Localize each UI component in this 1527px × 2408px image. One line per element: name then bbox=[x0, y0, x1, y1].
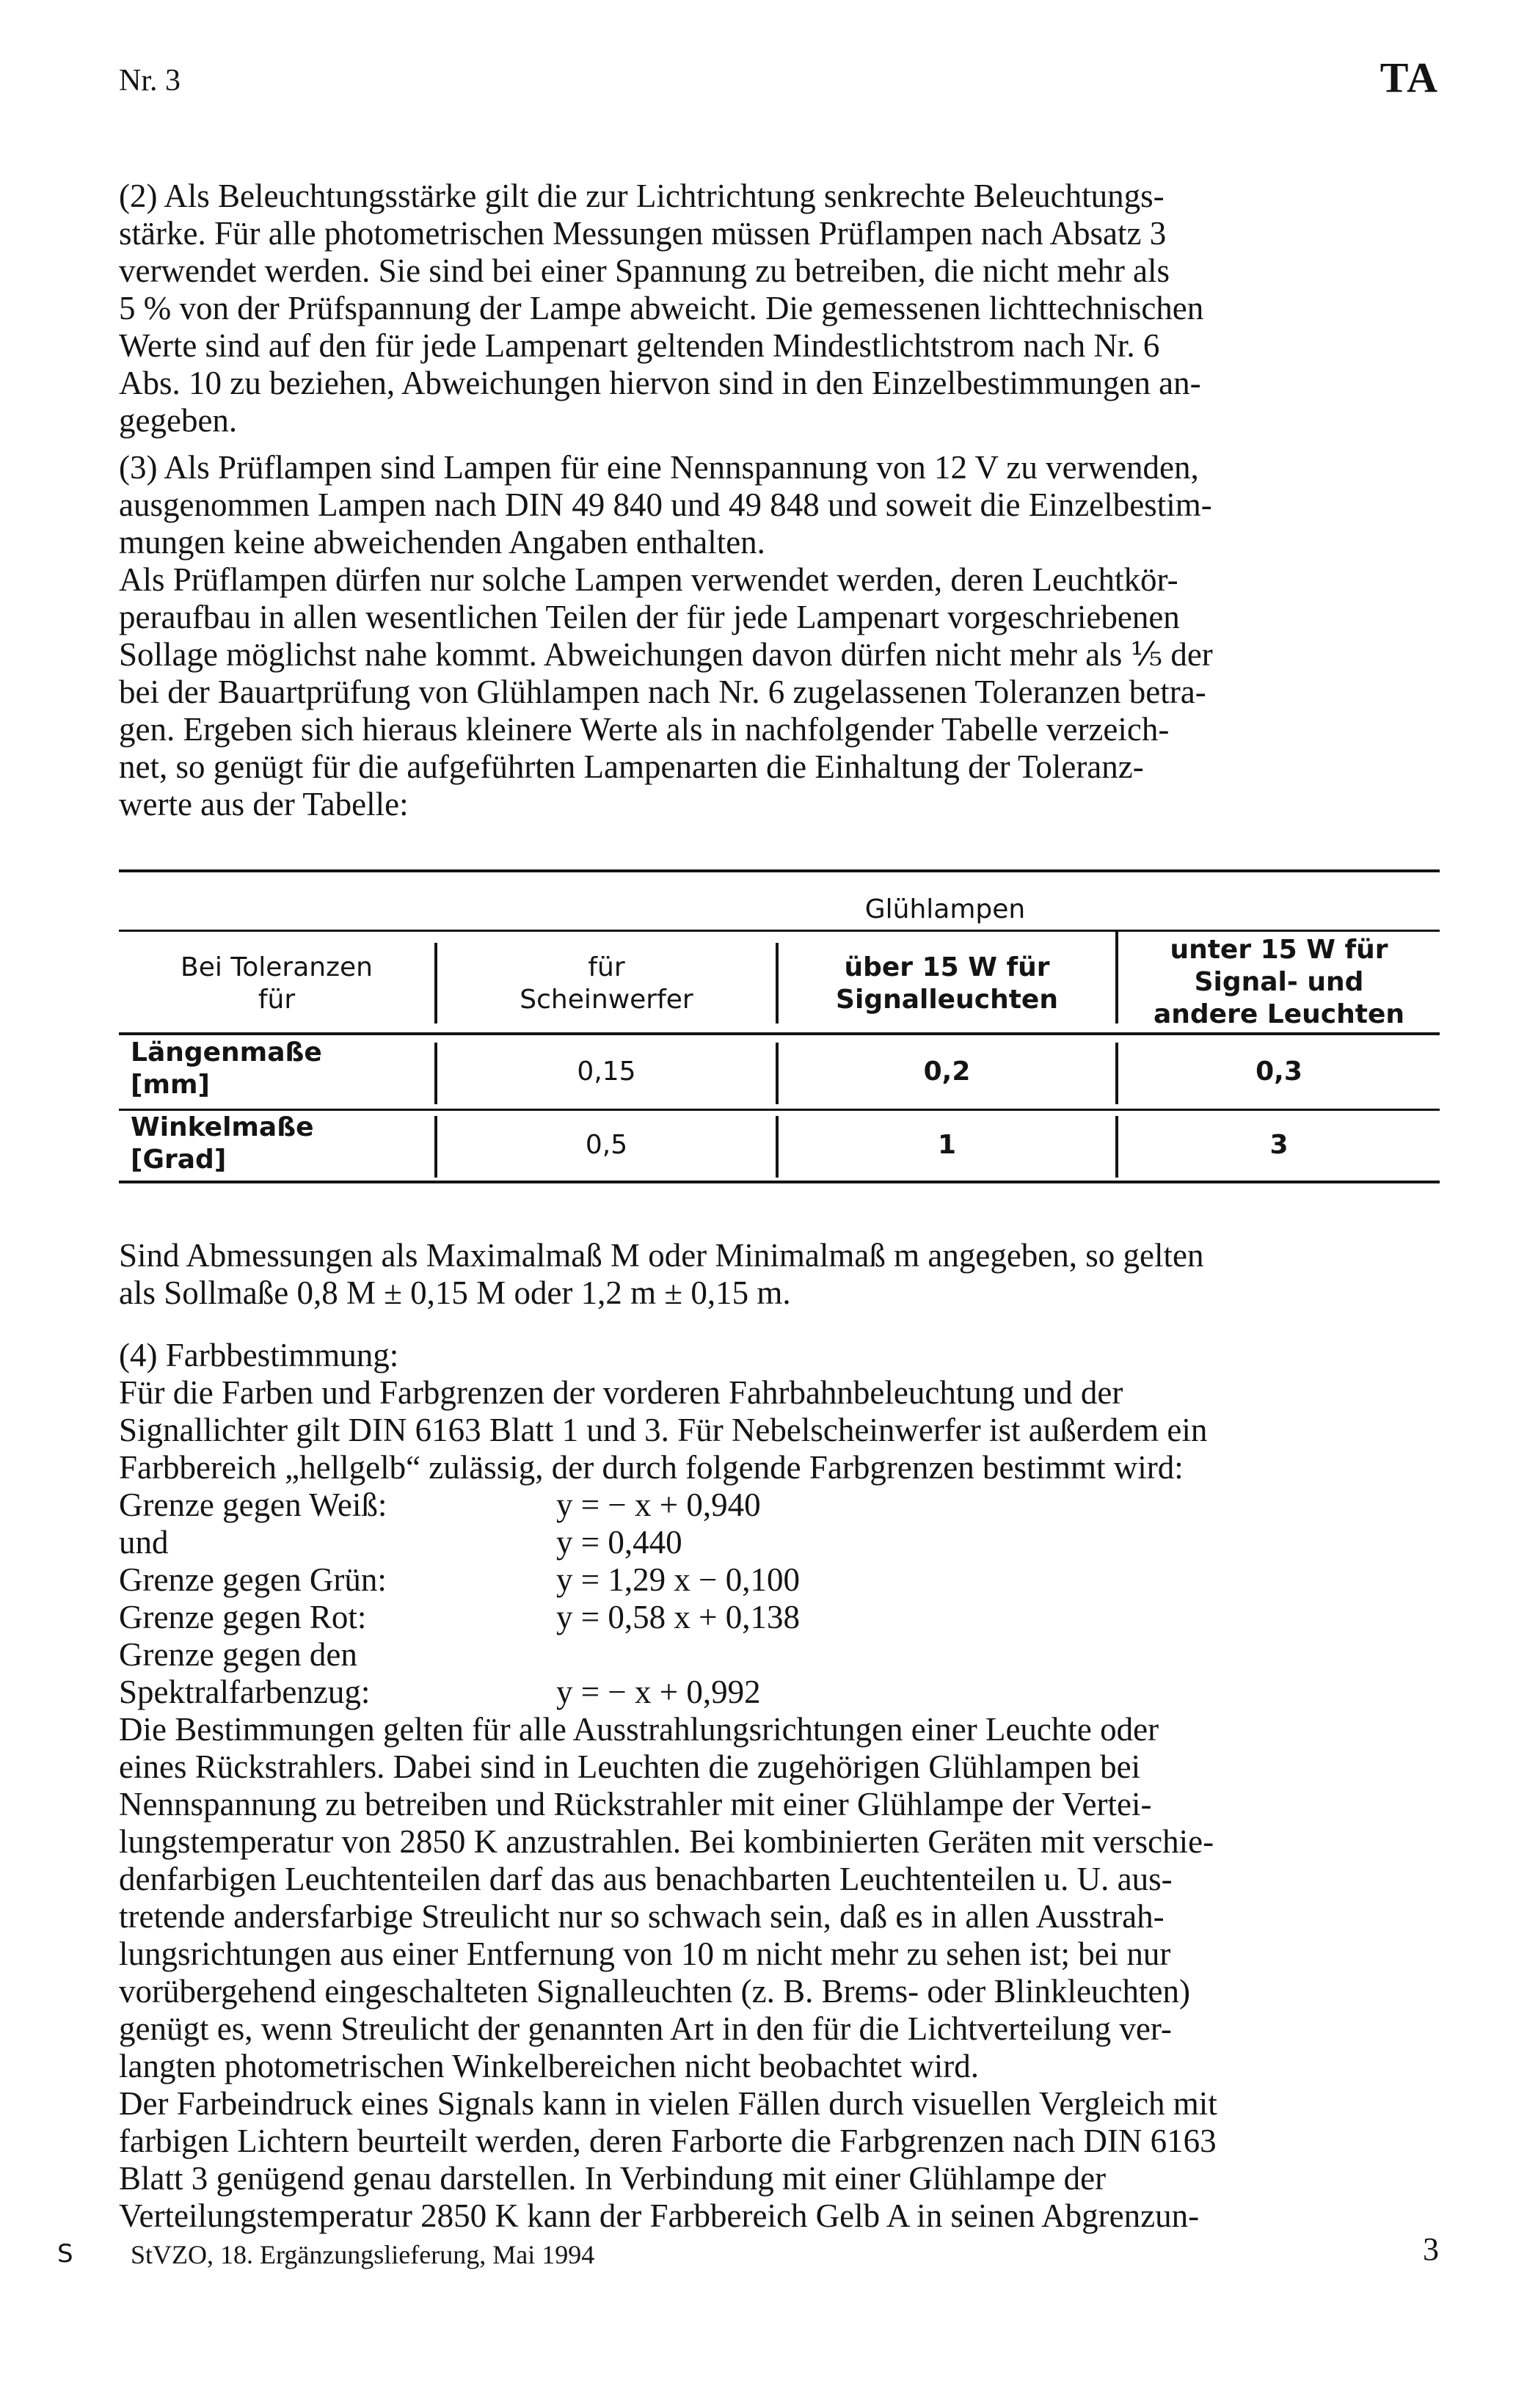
text-line: Werte sind auf den für jede Lampenart geltenden Mindestlichtstrom nach Nr. 6 bbox=[119, 327, 1160, 364]
row-label-line: [mm] bbox=[131, 1070, 210, 1100]
table-top-rule bbox=[119, 869, 1440, 872]
formula-label: und bbox=[119, 1524, 169, 1561]
text-line: 5 % von der Prüfspannung der Lampe abweicht. Die gemessenen lichttechnischen bbox=[119, 290, 1204, 326]
text-line: Sollage möglichst nahe kommt. Abweichungen davon dürfen nicht mehr als ⅕ der bbox=[119, 636, 1213, 673]
footer-marker: S bbox=[57, 2239, 73, 2269]
page-number: 3 bbox=[1423, 2231, 1439, 2267]
paragraph-2 bbox=[119, 178, 1440, 439]
text-line: Farbbereich „hellgelb“ zulässig, der durch folgende Farbgrenzen bestimmt wird: bbox=[119, 1449, 1184, 1486]
text-line: (4) Farbbestimmung: bbox=[119, 1337, 399, 1373]
text-line: vorübergehend eingeschalteten Signalleuchten (z. B. Brems- oder Blinkleuchten) bbox=[119, 1973, 1190, 2010]
text-line: lungstemperatur von 2850 K anzustrahlen. Bei kombinierten Geräten mit verschie- bbox=[119, 1823, 1214, 1860]
paragraph-5 bbox=[119, 1711, 1440, 2235]
formula-equation: y = 0,440 bbox=[556, 1524, 682, 1561]
footer-source: StVZO, 18. Ergänzungslieferung, Mai 1994 bbox=[131, 2240, 595, 2269]
formula-equation: y = 0,58 x + 0,138 bbox=[556, 1599, 801, 1635]
formula-label: Grenze gegen Rot: bbox=[119, 1599, 367, 1635]
text-line: tretende andersfarbige Streulicht nur so schwach sein, daß es in allen Ausstrah- bbox=[119, 1898, 1165, 1935]
text-line: denfarbigen Leuchtenteilen darf das aus benachbarten Leuchtenteilen u. U. aus- bbox=[119, 1861, 1173, 1897]
column-header-line: über 15 W für bbox=[844, 952, 1050, 982]
row-header-line: Bei Toleranzen bbox=[181, 952, 373, 982]
text-line: Sind Abmessungen als Maximalmaß M oder Minimalmaß m angegeben, so gelten bbox=[119, 1237, 1204, 1274]
formula-label: Grenze gegen den bbox=[119, 1636, 357, 1673]
text-line: verwendet werden. Sie sind bei einer Spannung zu betreiben, die nicht mehr als bbox=[119, 252, 1170, 289]
text-line: Signallichter gilt DIN 6163 Blatt 1 und 3. Für Nebelscheinwerfer ist außerdem ein bbox=[119, 1412, 1208, 1448]
text-line: Nennspannung zu betreiben und Rückstrahler mit einer Glühlampe der Vertei- bbox=[119, 1786, 1152, 1823]
row-label-laengenmasse bbox=[119, 1037, 434, 1107]
text-line: Blatt 3 genügend genau darstellen. In Verbindung mit einer Glühlampe der bbox=[119, 2160, 1107, 2197]
row-header-cell bbox=[119, 943, 434, 1025]
row-label-line: [Grad] bbox=[131, 1145, 227, 1175]
text-line: gen. Ergeben sich hieraus kleinere Werte als in nachfolgender Tabelle verzeich- bbox=[119, 711, 1170, 748]
text-line: eines Rückstrahlers. Dabei sind in Leuchten die zugehörigen Glühlampen bei bbox=[119, 1748, 1141, 1785]
color-limit-formulas bbox=[119, 1486, 1440, 1711]
formula-equation: y = 1,29 x − 0,100 bbox=[556, 1561, 801, 1598]
formula-equation: y = − x + 0,992 bbox=[556, 1674, 761, 1710]
column-header-scheinwerfer bbox=[437, 943, 776, 1025]
table-bottom-rule bbox=[119, 1181, 1440, 1183]
paragraph-4 bbox=[119, 1337, 1440, 1486]
text-line: Als Prüflampen dürfen nur solche Lampen verwendet werden, deren Leuchtkör- bbox=[119, 561, 1178, 598]
table-cell: 0,3 bbox=[1256, 1057, 1302, 1087]
column-header-line: Signalleuchten bbox=[836, 985, 1058, 1015]
text-line: farbigen Lichtern beurteilt werden, deren Farborte die Farbgrenzen nach DIN 6163 bbox=[119, 2123, 1217, 2159]
formula-equation: y = − x + 0,940 bbox=[556, 1486, 761, 1523]
text-line: Verteilungstemperatur 2850 K kann der Farbbereich Gelb A in seinen Abgrenzun- bbox=[119, 2197, 1200, 2234]
column-header-line: unter 15 W für bbox=[1170, 935, 1388, 965]
row-label-line: Winkelmaße bbox=[131, 1112, 314, 1142]
table-cell: 0,2 bbox=[923, 1057, 971, 1087]
table-cell: 1 bbox=[937, 1130, 957, 1160]
table-cell: 0,5 bbox=[585, 1130, 628, 1160]
column-header-line: Scheinwerfer bbox=[520, 985, 693, 1015]
row-label-winkelmasse bbox=[119, 1112, 434, 1179]
text-line: langten photometrischen Winkelbereichen nicht beobachtet wird. bbox=[119, 2048, 979, 2084]
text-line: Der Farbeindruck eines Signals kann in vielen Fällen durch visuellen Vergleich mit bbox=[119, 2085, 1217, 2122]
table-header-rule bbox=[119, 930, 1440, 932]
row-label-line: Längenmaße bbox=[131, 1037, 322, 1068]
column-header-line: Signal- und bbox=[1194, 967, 1364, 997]
text-line: Die Bestimmungen gelten für alle Ausstrahlungsrichtungen einer Leuchte oder bbox=[119, 1711, 1159, 1748]
column-header-andere-leuchten bbox=[1118, 933, 1440, 1032]
header-section-code: TA bbox=[1380, 54, 1439, 101]
text-line: werte aus der Tabelle: bbox=[119, 786, 409, 822]
tolerance-table bbox=[119, 869, 1440, 1185]
formula-label: Grenze gegen Weiß: bbox=[119, 1486, 387, 1523]
table-cell: 3 bbox=[1269, 1130, 1289, 1160]
text-line: mungen keine abweichenden Angaben enthalten. bbox=[119, 524, 765, 561]
text-line: peraufbau in allen wesentlichen Teilen der für jede Lampenart vorgeschriebenen bbox=[119, 599, 1180, 635]
table-row-rule bbox=[119, 1109, 1440, 1111]
text-line: genügt es, wenn Streulicht der genannten Art in den für die Lichtverteilung ver- bbox=[119, 2010, 1172, 2047]
table-body-rule bbox=[119, 1032, 1440, 1035]
text-line: (3) Als Prüflampen sind Lampen für eine Nennspannung von 12 V zu verwenden, bbox=[119, 449, 1199, 486]
text-line: net, so genügt für die aufgeführten Lampenarten die Einhaltung der Toleranz- bbox=[119, 748, 1144, 785]
group-header: Glühlampen bbox=[864, 894, 1026, 924]
text-line: bei der Bauartprüfung von Glühlampen nach Nr. 6 zugelassenen Toleranzen betra- bbox=[119, 674, 1206, 710]
table-cell: 0,15 bbox=[577, 1057, 636, 1087]
paragraph-3 bbox=[119, 449, 1440, 823]
row-header-line: für bbox=[258, 985, 296, 1015]
paragraph-sollmasse bbox=[119, 1237, 1440, 1312]
text-line: gegeben. bbox=[119, 402, 238, 439]
text-line: Für die Farben und Farbgrenzen der vorderen Fahrbahnbeleuchtung und der bbox=[119, 1374, 1123, 1411]
text-line: (2) Als Beleuchtungsstärke gilt die zur Lichtrichtung senkrechte Beleuchtungs- bbox=[119, 178, 1165, 214]
formula-label: Grenze gegen Grün: bbox=[119, 1561, 387, 1598]
column-header-line: andere Leuchten bbox=[1153, 999, 1405, 1029]
text-line: als Sollmaße 0,8 M ± 0,15 M oder 1,2 m ± 0,15 m. bbox=[119, 1274, 791, 1311]
text-line: Abs. 10 zu beziehen, Abweichungen hiervon sind in den Einzelbestimmungen an- bbox=[119, 365, 1201, 401]
text-line: lungsrichtungen aus einer Entfernung von 10 m nicht mehr zu sehen ist; bei nur bbox=[119, 1935, 1171, 1972]
formula-label: Spektralfarbenzug: bbox=[119, 1674, 371, 1710]
column-header-signalleuchten bbox=[779, 943, 1115, 1025]
column-header-line: für bbox=[588, 952, 625, 982]
text-line: stärke. Für alle photometrischen Messungen müssen Prüflampen nach Absatz 3 bbox=[119, 215, 1167, 252]
text-line: ausgenommen Lampen nach DIN 49 840 und 49 848 und soweit die Einzelbestim- bbox=[119, 486, 1212, 523]
header-section-number: Nr. 3 bbox=[119, 64, 181, 98]
